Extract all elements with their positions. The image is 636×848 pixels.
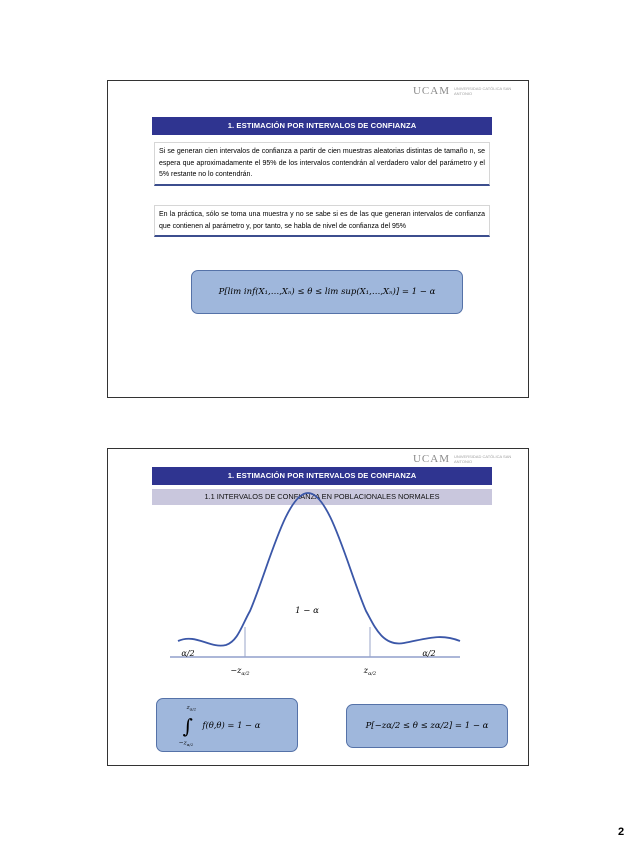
logo-text: UCAM — [412, 453, 450, 465]
bell-curve — [178, 493, 460, 646]
slide-1-header: 1. ESTIMACIÓN POR INTERVALOS DE CONFIANZA — [152, 117, 492, 135]
logo-subtitle: UNIVERSIDAD CATÓLICA SAN ANTONIO — [454, 454, 512, 464]
confidence-interval-formula: P[lim inf(X₁,…,Xₙ) ≤ θ ≤ lim sup(X₁,…,Xₙ)] = 1 − α — [191, 270, 463, 314]
page-number: 2 — [618, 826, 625, 838]
slide-2 — [107, 448, 529, 766]
probability-formula-box: P[−zα/2 ≤ θ ≤ zα/2] = 1 − α — [346, 704, 508, 748]
slide-1 — [107, 80, 529, 398]
center-area-label: 1 − α — [295, 606, 319, 616]
left-bound-label: $-z_{\alpha/2}$ — [230, 666, 250, 677]
slide-2-header: 1. ESTIMACIÓN POR INTERVALOS DE CONFIANZA — [152, 467, 492, 485]
integral-formula — [157, 698, 297, 752]
logo-text: UCAM — [412, 85, 450, 97]
slide-1-paragraph-1: Si se generan cien intervalos de confianza a partir de cien muestras aleatorias distintas de tamaño n, se espera que aproximadamente el 95% de los intervalos contendrán al verdadero valor del parámetro y el 5% restante no lo contendrán. — [154, 142, 490, 186]
integral-formula-box — [156, 698, 298, 752]
integral-sign: ∫ — [182, 714, 193, 738]
logo-subtitle: UNIVERSIDAD CATÓLICA SAN ANTONIO — [454, 86, 512, 96]
slide-2-subheader: 1.1 INTERVALOS DE CONFIANZA EN POBLACIONALES NORMALES — [152, 489, 492, 505]
integrand: f(θ,θ) = 1 − α — [202, 719, 261, 730]
integral-lower-limit: $-z_{\alpha/2}$ — [178, 740, 194, 748]
slide-1-paragraph-2: En la práctica, sólo se toma una muestra y no se sabe si es de las que generan intervalos de confianza que contienen al parámetro y, por tanto, se habla de nivel de confianza del 95% — [154, 205, 490, 237]
right-tail-label: α/2 — [422, 649, 436, 658]
right-bound-label: $z_{\alpha/2}$ — [363, 666, 377, 677]
integral-upper-limit: $z_{\alpha/2}$ — [186, 705, 197, 712]
ucam-logo — [413, 85, 522, 97]
left-tail-label: α/2 — [181, 649, 195, 658]
